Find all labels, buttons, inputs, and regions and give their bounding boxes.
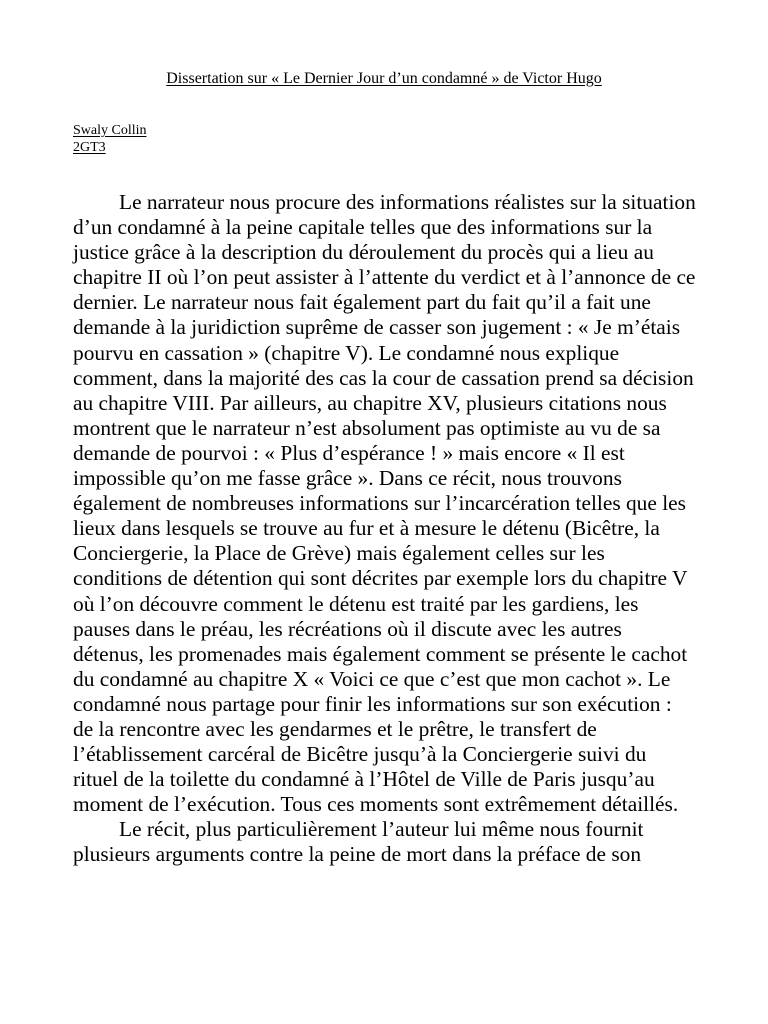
- body-paragraph-1: Le narrateur nous procure des informations réalistes sur la situation d’un condamné à la peine capitale telles que des informations sur la justice grâce à la description du déroulement du procès qui a lieu au chapitre II où l’on peut assister à l’attente du verdict et à l’annonce de ce dernier. Le narrateur nous fait également part du fait qu’il a fait une demande à la juridiction suprême de casser son jugement : « Je m’étais pourvu en cassation » (chapitre V). Le condamné nous explique comment, dans la majorité des cas la cour de cassation prend sa décision au chapitre VIII. Par ailleurs, au chapitre XV, plusieurs citations nous montrent que le narrateur n’est absolument pas optimiste au vu de sa demande de pourvoi : « Plus d’espérance ! » mais encore « Il est impossible qu’on me fasse grâce ». Dans ce récit, nous trouvons également de nombreuses informations sur l’incarcération telles que les lieux dans lesquels se trouve au fur et à mesure le détenu (Bicêtre, la Conciergerie, la Place de Grève) mais également celles sur les conditions de détention qui sont décrites par exemple lors du chapitre V où l’on découvre comment le détenu est traité par les gardiens, les pauses dans le préau, les récréations où il discute avec les autres détenus, les promenades mais également comment se présente le cachot du condamné au chapitre X « Voici ce que c’est que mon cachot ». Le condamné nous partage pour finir les informations sur son exécution : de la rencontre avec les gendarmes et le prêtre, le transfert de l’établissement carcéral de Bicêtre jusqu’à la Conciergerie suivi du rituel de la toilette du condamné à l’Hôtel de Ville de Paris jusqu’au moment de l’exécution. Tous ces moments sont extrêmement détaillés.: [73, 190, 696, 817]
- author-block: [73, 122, 147, 156]
- document-body: [73, 190, 696, 868]
- body-paragraph-2: Le récit, plus particulièrement l’auteur lui même nous fournit plusieurs arguments contre la peine de mort dans la préface de son: [73, 817, 644, 867]
- author-name: Swaly Collin: [73, 123, 147, 138]
- class-name: 2GT3: [73, 140, 106, 155]
- document-title-text: Dissertation sur « Le Dernier Jour d’un condamné » de Victor Hugo: [166, 70, 602, 87]
- document-title: [0, 69, 768, 89]
